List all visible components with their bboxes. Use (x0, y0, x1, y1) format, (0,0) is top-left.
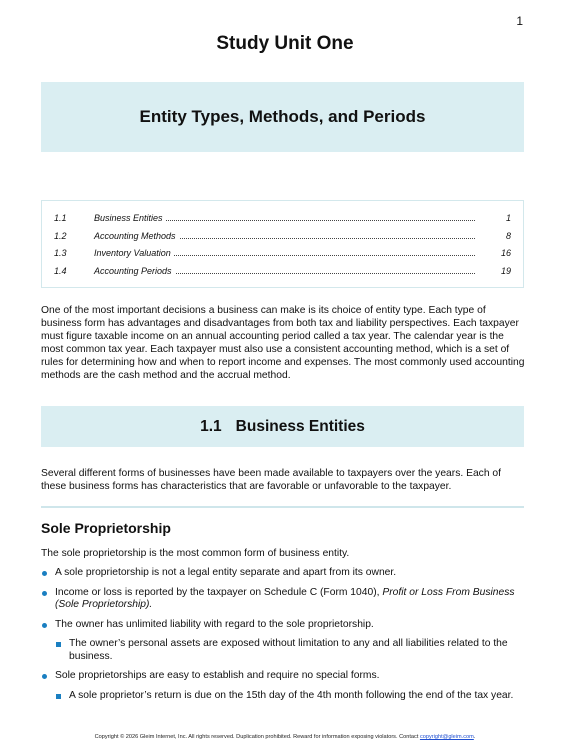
list-item (41, 619, 526, 632)
form-title: Profit or Loss From Business (Sole Proprietorship). (55, 586, 515, 610)
bullet-icon (42, 623, 47, 628)
toc-row[interactable] (42, 210, 523, 228)
toc-page: 19 (500, 265, 511, 276)
section-title: Business Entities (235, 417, 365, 435)
toc-page: 16 (500, 248, 511, 258)
list-item-text: Income or loss is reported by the taxpayer on Schedule C (Form 1040), (55, 586, 383, 598)
subsection-intro: The sole proprietorship is the most common form of business entity. (41, 548, 350, 559)
toc-number: 1.3 (54, 248, 67, 258)
list-item-text: A sole proprietor’s return is due on the 15th day of the 4th month following the end of the tax year. (69, 689, 514, 701)
toc-row[interactable] (42, 228, 523, 246)
section-intro: Several different forms of businesses have been made available to taxpayers over the years. Each of these business forms has characteristics that are favorable or unfavorable to the taxpayer. (41, 468, 501, 492)
copyright-email-link[interactable]: copyright@gleim.com (419, 734, 474, 740)
toc-number: 1.1 (54, 213, 67, 223)
list-item-text: A sole proprietorship is not a legal entity separate and apart from its owner. (55, 567, 397, 578)
toc-row[interactable] (42, 245, 523, 263)
toc-number: 1.2 (54, 230, 67, 241)
divider (41, 506, 524, 508)
sub-list-item (41, 690, 526, 703)
bullet-icon (42, 591, 47, 596)
bullet-list (41, 567, 526, 709)
square-bullet-icon (56, 642, 61, 647)
toc-title: Business Entities (94, 213, 166, 223)
unit-title-banner (41, 82, 524, 152)
list-item (41, 567, 526, 580)
list-item (41, 670, 526, 683)
square-bullet-icon (56, 694, 61, 699)
sub-list-item (41, 638, 526, 663)
toc-row[interactable] (42, 263, 523, 281)
section-number: 1.1 (200, 417, 222, 435)
section-banner (41, 406, 524, 447)
bullet-icon (42, 674, 47, 679)
bullet-icon (42, 571, 47, 576)
toc-title: Accounting Methods (94, 231, 179, 241)
footer-text: Copyright © 2026 Gleim Internet, Inc. All rights reserved. Duplication prohibited. Reward for information exposing violators. Contact (94, 734, 420, 740)
toc-title: Inventory Valuation (94, 248, 174, 258)
intro-paragraph: One of the most important decisions a business can make is its choice of entity type. Each type of business form has advantages and disadvantages from both tax and liability perspectives. Each taxpayer must figure taxable income on an annual accounting period called a tax year. The calendar year is the most common tax year. Each taxpayer must also use a consistent accounting method, which is a set of rules for determining how and when to report income and expenses. The most commonly used accounting methods are the cash method and the accrual method. (41, 305, 525, 381)
list-item-text: The owner’s personal assets are exposed without limitation to any and all liabilities related to the business. (69, 638, 508, 662)
unit-title: Entity Types, Methods, and Periods (139, 107, 426, 126)
list-item-text: Sole proprietorships are easy to establish and require no special forms. (55, 670, 380, 681)
list-item (41, 587, 526, 612)
page-number: 1 (516, 14, 523, 28)
study-unit-label: Study Unit One (216, 33, 354, 54)
toc-title: Accounting Periods (94, 266, 175, 276)
footer-end: . (473, 734, 476, 740)
list-item-text: The owner has unlimited liability with regard to the sole proprietorship. (55, 618, 374, 630)
toc-number: 1.4 (54, 265, 67, 276)
toc-page: 8 (505, 230, 511, 241)
toc-page: 1 (505, 213, 511, 223)
table-of-contents (41, 200, 524, 288)
subheading-sole-proprietorship: Sole Proprietorship (41, 520, 171, 536)
copyright-footer (0, 734, 570, 740)
